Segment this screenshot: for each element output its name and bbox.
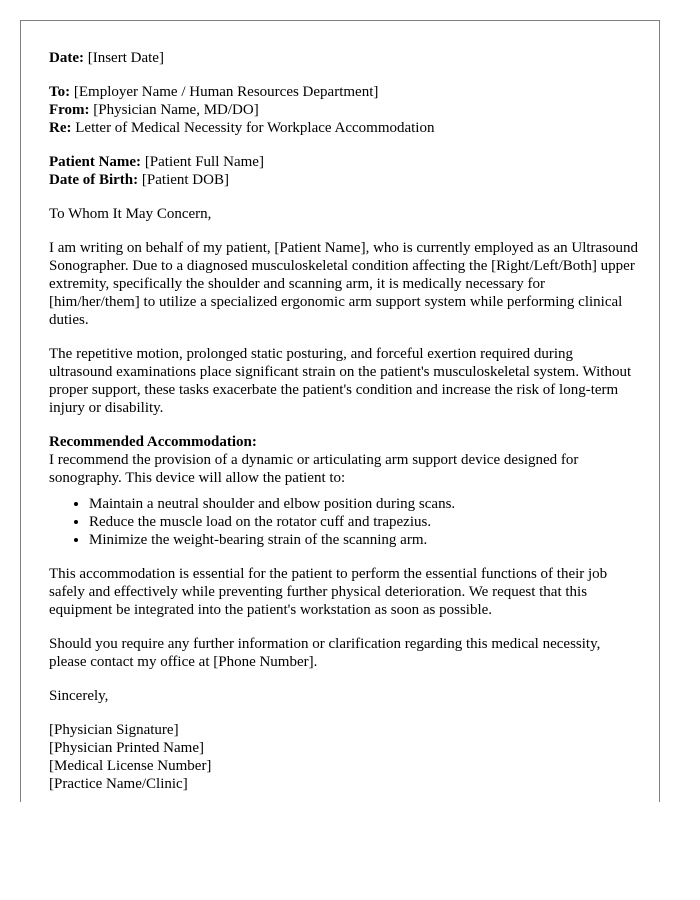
paragraph-strain: The repetitive motion, prolonged static posturing, and forceful exertion required during ultrasound examinations place significant strain on the patient's musculoskeletal system. Without proper support, these tasks exacerbate the patient's condition and increase the risk of long-term injury or disability. xyxy=(49,346,632,416)
paragraph-intro: I am writing on behalf of my patient, [Patient Name], who is currently employed as an Ultrasound Sonographer. Due to a diagnosed musculoskeletal condition affecting the [Right/Left/Both] upper extremity, specifically the shoulder and scanning arm, it is medically necessary for [him/her/them] to utilize a specialized ergonomic arm support system while performing clinical duties. xyxy=(49,240,639,328)
to-value: [Employer Name / Human Resources Department] xyxy=(73,84,379,100)
date-label: Date: xyxy=(49,50,84,66)
date-value: [Insert Date] xyxy=(87,50,164,66)
from-value: [Physician Name, MD/DO] xyxy=(93,102,259,118)
list-item: • Reduce the muscle load on the rotator cuff and trapezius. xyxy=(89,513,639,531)
patient-dob-label: Date of Birth: xyxy=(49,172,139,188)
list-item: • Minimize the weight-bearing strain of the scanning arm. xyxy=(89,531,639,549)
re-label: Re: xyxy=(49,120,72,136)
salutation: To Whom It May Concern, xyxy=(49,206,212,222)
to-label: To: xyxy=(49,84,71,100)
signature-block xyxy=(49,721,639,793)
recommendation-heading: Recommended Accommodation: xyxy=(49,434,257,450)
date-line xyxy=(49,49,639,67)
re-value: Letter of Medical Necessity for Workplace Accommodation xyxy=(75,120,435,136)
practice-line: [Practice Name/Clinic] xyxy=(49,776,188,792)
patient-block xyxy=(49,153,639,189)
recommendation-text: I recommend the provision of a dynamic or articulating arm support device designed for sonography. This device will allow the patient to: xyxy=(49,452,579,486)
printed-name-line: [Physician Printed Name] xyxy=(49,740,204,756)
address-block xyxy=(49,83,639,137)
letter-content xyxy=(49,49,639,793)
paragraph-contact: Should you require any further information or clarification regarding this medical necessity, please contact my office at [Phone Number]. xyxy=(49,636,601,670)
paragraph-essential: This accommodation is essential for the patient to perform the essential functions of their job safely and effectively while preventing further physical deterioration. We request that this equipment be integrated into the patient's workstation as soon as possible. xyxy=(49,566,608,618)
closing: Sincerely, xyxy=(49,688,109,704)
letter-page xyxy=(20,20,660,802)
patient-name-value: [Patient Full Name] xyxy=(144,154,264,170)
list-item: • Maintain a neutral shoulder and elbow position during scans. xyxy=(89,495,639,513)
from-label: From: xyxy=(49,102,90,118)
patient-dob-value: [Patient DOB] xyxy=(141,172,229,188)
license-line: [Medical License Number] xyxy=(49,758,212,774)
signature-line: [Physician Signature] xyxy=(49,722,179,738)
patient-name-label: Patient Name: xyxy=(49,154,142,170)
recommendation-list xyxy=(49,495,639,549)
recommendation-block xyxy=(49,433,639,487)
